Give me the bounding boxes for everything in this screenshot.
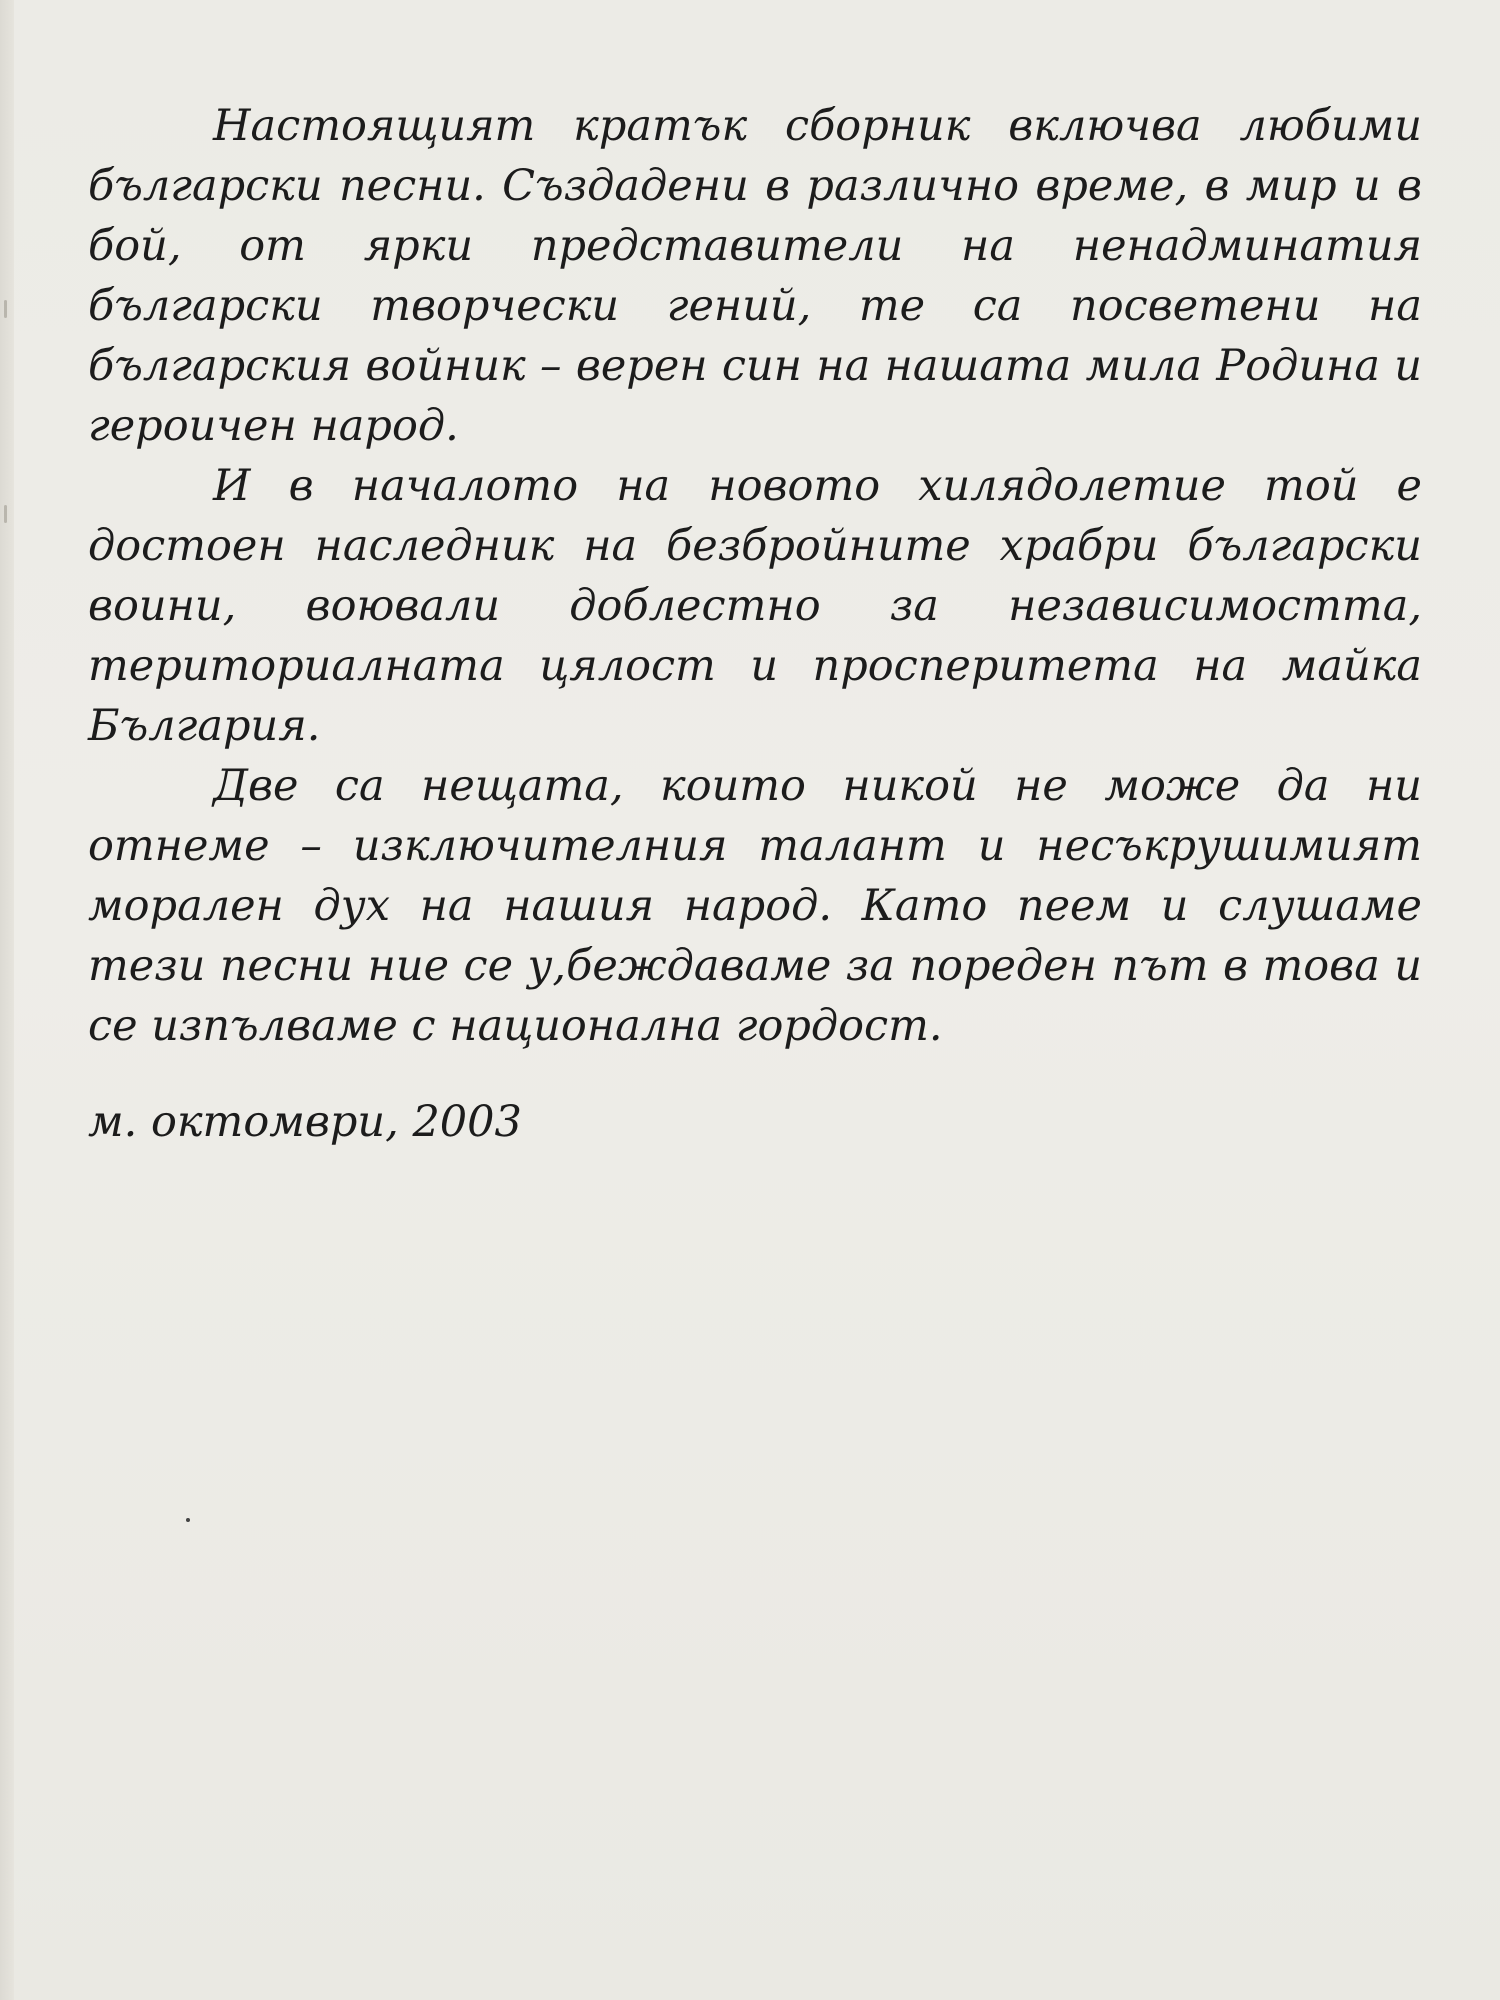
date-line: м. октомври, 2003 (88, 1097, 522, 1147)
binding-mark (4, 300, 7, 318)
paragraph-3: Две са нещата, които никой не може да ни отнеме – изключителния талант и несъкрушимият морален дух на нашия народ. Като пеем и слушаме тези песни ние се у,беждаваме за пореден път в това и се изпълваме с национална гордост. (88, 761, 1422, 1051)
paragraph-2: И в началото на новото хилядолетие той е достоен наследник на безбройните храбри български воини, воювали доблестно за независимостта, териториалната цялост и просперитета на майка България. (88, 461, 1422, 751)
paragraph-1: Настоящият кратък сборник включва любими български песни. Създадени в различно време, в мир и в бой, от ярки представители на ненадминатия български творчески гений, те са посветени на българския войник – верен син на нашата мила Родина и героичен народ. (88, 101, 1422, 451)
page-binding-edge (0, 0, 14, 2000)
stray-ink-dot (186, 1518, 190, 1522)
preface-text (88, 96, 1422, 1056)
binding-mark (4, 505, 7, 523)
